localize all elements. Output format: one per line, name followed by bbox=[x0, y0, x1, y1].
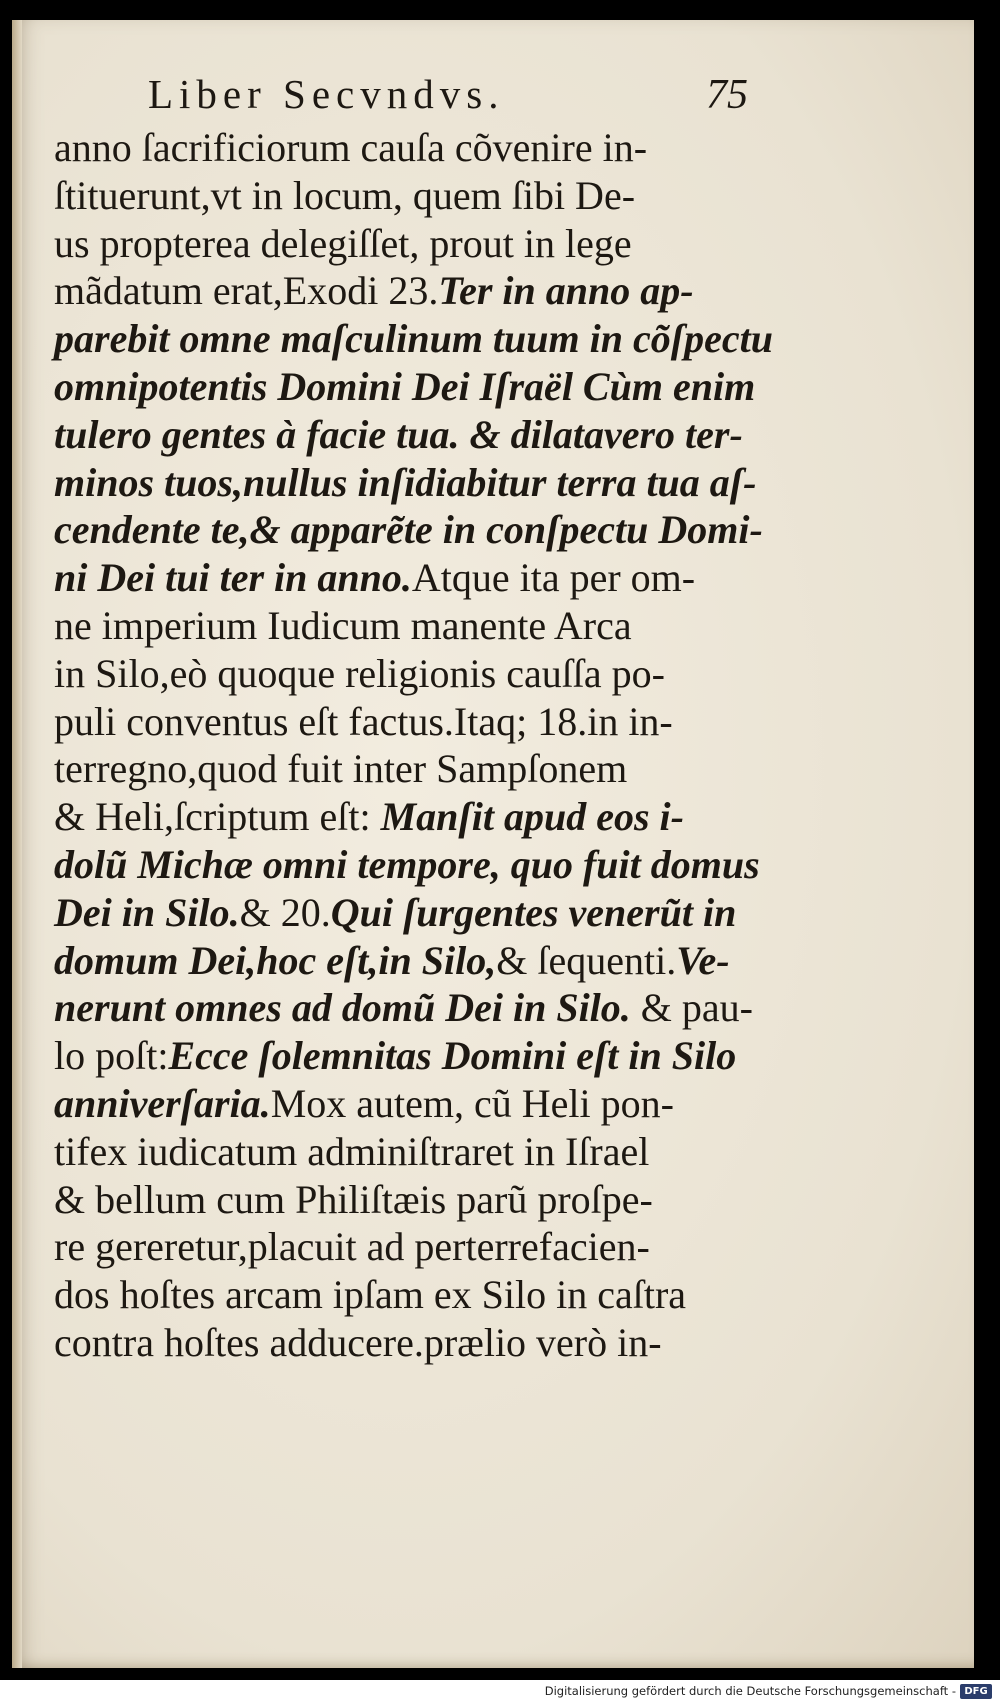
italic-quotation: Ve- bbox=[676, 937, 730, 983]
text-segment: ſtituerunt,vt in locum, quem ſibi De- bbox=[54, 172, 636, 218]
text-segment: & bellum cum Philiſtæis parũ proſpe- bbox=[54, 1176, 653, 1222]
text-line bbox=[54, 315, 773, 363]
text-segment: contra hoſtes adducere.prælio verò in- bbox=[54, 1319, 662, 1365]
italic-quotation: parebit omne maſculinum tuum in cõſpectu bbox=[54, 316, 773, 362]
italic-quotation: Dei in Silo. bbox=[54, 889, 240, 935]
text-segment: ne imperium Iudicum manente Arca bbox=[54, 602, 632, 648]
text-segment: & 20. bbox=[239, 889, 331, 935]
running-head-title: Liber Secvndvs. bbox=[148, 71, 505, 117]
text-line bbox=[54, 1319, 754, 1367]
text-line bbox=[54, 841, 760, 889]
text-segment: & Heli,ſcriptum eſt: bbox=[54, 794, 381, 840]
italic-quotation: Ecce ſolemnitas Domini eſt in Silo bbox=[168, 1033, 737, 1079]
text-segment: us propterea delegiſſet, prout in lege bbox=[54, 220, 632, 266]
text-line bbox=[54, 1128, 754, 1176]
text-line bbox=[54, 506, 763, 554]
italic-quotation: domum Dei,hoc eſt,in Silo, bbox=[54, 937, 497, 983]
italic-quotation: ni Dei tui ter in anno. bbox=[54, 555, 412, 601]
text-line bbox=[54, 1176, 754, 1224]
text-line bbox=[54, 984, 754, 1032]
text-segment: puli conventus eſt factus.Itaq; 18.in in- bbox=[54, 698, 673, 744]
italic-quotation: cendente te,& apparẽte in conſpectu Domi- bbox=[54, 507, 763, 553]
text-line bbox=[54, 1223, 754, 1271]
dfg-logo: DFG bbox=[960, 1684, 992, 1699]
italic-quotation: Ter in anno ap- bbox=[438, 268, 694, 314]
italic-quotation: Qui ſurgentes venerũt in bbox=[330, 889, 737, 935]
text-segment: Atque ita per om- bbox=[411, 555, 696, 601]
text-segment: Mox autem, cũ Heli pon- bbox=[270, 1080, 674, 1126]
text-segment: lo poſt: bbox=[54, 1033, 169, 1079]
text-line bbox=[54, 411, 754, 459]
text-segment: re gereretur,placuit ad perterrefacien- bbox=[54, 1224, 650, 1270]
text-line bbox=[54, 363, 754, 411]
text-line bbox=[54, 1271, 754, 1319]
text-line bbox=[54, 889, 754, 937]
text-segment: terregno,quod fuit inter Sampſonem bbox=[54, 746, 628, 792]
body-text bbox=[54, 124, 773, 1367]
text-line bbox=[54, 793, 754, 841]
text-line bbox=[54, 124, 754, 172]
text-segment: dos hoſtes arcam ipſam ex Silo in caſtra bbox=[54, 1272, 687, 1318]
text-segment: tifex iudicatum adminiſtraret in Iſrael bbox=[54, 1128, 650, 1174]
text-segment: anno ſacrificiorum cauſa cõvenire in- bbox=[54, 125, 648, 170]
page-number: 75 bbox=[706, 72, 748, 118]
text-line bbox=[54, 459, 757, 507]
italic-quotation: minos tuos,nullus inſidiabitur terra tua aſ- bbox=[54, 459, 757, 505]
text-line bbox=[54, 172, 754, 220]
page-gutter-shadow bbox=[12, 20, 22, 1668]
running-head bbox=[148, 70, 748, 130]
text-segment: in Silo,eò quoque religionis cauſſa po- bbox=[54, 650, 665, 696]
text-line bbox=[54, 698, 754, 746]
text-segment: & pau- bbox=[630, 985, 753, 1031]
italic-quotation: Manſit apud eos i- bbox=[380, 794, 684, 840]
italic-quotation: anniverſaria. bbox=[54, 1080, 271, 1126]
italic-quotation: dolũ Michæ omni tempore, quo fuit domus bbox=[54, 841, 760, 887]
italic-quotation: tulero gentes à facie tua. & dilatavero ter- bbox=[54, 411, 743, 457]
text-line bbox=[54, 937, 754, 985]
italic-quotation: nerunt omnes ad domũ Dei in Silo. bbox=[54, 985, 631, 1031]
text-line bbox=[54, 650, 754, 698]
text-segment: mãdatum erat,Exodi 23. bbox=[54, 268, 439, 314]
text-line bbox=[54, 1080, 754, 1128]
footer-note: Digitalisierung gefördert durch die Deutsche Forschungsgemeinschaft - bbox=[544, 1684, 956, 1698]
text-line bbox=[54, 554, 754, 602]
text-segment: & ſequenti. bbox=[496, 937, 677, 983]
text-line bbox=[54, 745, 754, 793]
text-line bbox=[54, 220, 754, 268]
text-line bbox=[54, 267, 754, 315]
text-line bbox=[54, 602, 754, 650]
text-line bbox=[54, 1032, 754, 1080]
italic-quotation: omnipotentis Domini Dei Iſraël Cùm enim bbox=[54, 363, 756, 409]
